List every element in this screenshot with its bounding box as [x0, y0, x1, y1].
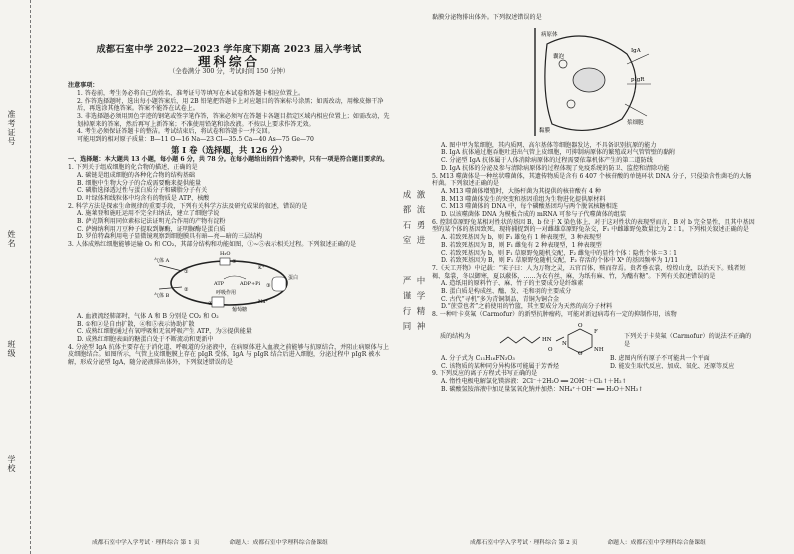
q4-option-c: C. 分泌型 IgA 抗体属于人体消除病原体的过程需要依靠机体产生的第二道防线 — [441, 157, 653, 165]
atom-o1: O — [548, 346, 553, 353]
q5-option-a: A. M13 噬菌体增殖时，大肠杆菌为其提供的核苷酸有 4 种 — [441, 187, 601, 195]
label-iga: IgA — [631, 47, 641, 54]
q7-option-a: A. 造纸用的原料竹子、麻、竹子的主要成分是纤维素 — [441, 280, 584, 288]
alkyl-chain — [500, 337, 540, 343]
q7-stem: 7.《天工开物》中记载：“宋子曰：人为万物之灵，五官百体，赅而存焉。贵者垂衣裳，煌煌山龙，以治天下。贱者短褐、枲裳，冬以御寒，夏以蔽体，……为衣有丝、麻，为纸有麻、竹，为醯有糖”。下列有关叙述错误的是 — [432, 264, 746, 280]
left-column — [68, 28, 390, 367]
q2-option-a: A. 施莱登和施旺运用不完全归纳法，建立了细胞学说 — [77, 210, 220, 218]
label-adp: ADP+Pi — [240, 280, 261, 287]
label-k: K⁺ — [258, 264, 265, 271]
q8-options-row-1 — [432, 355, 757, 363]
notes-heading: 注意事项： — [68, 82, 99, 90]
atom-n: N — [562, 340, 567, 347]
note-item: 2. 作答选择题时，选出每小题答案后，用 2B 铅笔把答题卡上对应题目的答案标号涂黑；如需改动，用橡皮擦干净后，再选涂其他答案。答案不能答在试卷上。 — [77, 97, 384, 113]
rbc-diagram-svg — [154, 249, 304, 313]
q6-option-c: C. 若致死基因为 b，则 F₁ 草原野兔随机交配，F₂ 雌兔中的显性个体∶隐性个体＝3∶1 — [441, 249, 678, 257]
q5-option-d: D. 以该噬菌体 DNA 为模板合成的 mRNA 可参与子代噬菌体的组装 — [441, 211, 627, 219]
note-item: 1. 答卷前，考生务必将自己的姓名、准考证号等填写在本试卷和答题卡相应位置上。 — [77, 89, 305, 97]
label-vesicle: 囊泡 — [553, 53, 565, 60]
q8-stem: 8. 一种叶卡莫氟（Carmofur）的新型抗肿瘤药，可能对新冠病毒有一定的抑制作用，该物 — [432, 311, 677, 319]
rbc-diagram — [154, 249, 304, 313]
q8-option-d: D. 能发生取代反应、加成、氧化、还原等反应 — [610, 362, 735, 370]
q7-option-c: C. 古代“寻机”多为青铜制品，青铜为铜合金 — [441, 295, 560, 303]
q7-option-d: D.“蔗壹也者”之前使用的竹篮，其主要成分为天然的高分子材料 — [441, 303, 613, 311]
arrow-gas-a — [159, 265, 182, 271]
q6-option-a: A. 若致死基因为 b，则 F₁ 雄兔有 1 种表现型，3 种表现型 — [441, 234, 602, 242]
note-item: 3. 非选择题必须用黑色字迹的钢笔或签字笔作答，答案必须写在答题卡各题目指定区域内相应位置上；如需改动，先划掉原来的答案，然后再写上新答案；不准使用铅笔和涂改液。不按以上要求作答无效。 — [77, 112, 390, 128]
q9-stem: 9. 下列反应的离子方程式书写正确的是 — [432, 370, 538, 378]
q4-option-d: D. IgA 抗体的分泌及参与清除病原体的过程体现了免疫系统的防卫、监控和清除功能 — [441, 164, 670, 172]
carmofur-structure — [498, 319, 618, 355]
binding-strip — [0, 0, 31, 554]
q3-option-c: C. 成熟红细胞通过有氧呼吸和无氧呼吸产生 ATP，为③提供能量 — [77, 328, 252, 336]
label-n1: ① — [184, 268, 189, 275]
label-gas-b: 气体 B — [154, 292, 170, 299]
label-n4: ④ — [208, 300, 213, 307]
label-n2: ② — [184, 286, 189, 293]
label-glucose: 葡萄糖 — [232, 306, 248, 313]
footer-right — [470, 537, 706, 546]
protein-shape — [272, 277, 286, 291]
q8-tail: 下列关于卡莫氟（Carmofur）的说法不正确的是 — [624, 332, 752, 348]
label-pigr: pIgR — [631, 76, 645, 83]
q1-option-b: B. 细胞中生物大分子的合成需要酶来提供能量 — [77, 179, 202, 187]
q2-option-c: C. 萨姆纳利用刀豆种子提取到脲酶，证明脲酶是蛋白质 — [77, 225, 226, 233]
q6-option-d: D. 若致死基因为 B，则 F₁ 草原野兔随机交配，F₂ 存活的个体中 Xᵇ 的基因频率为 1/11 — [441, 257, 679, 265]
q3-stem: 3. 人体成熟红细胞能够运输 O₂ 和 CO₂，其部分结构和功能如图，①~⑤表示相关过程。下列叙述正确的是 — [68, 241, 357, 249]
exam-subtitle: （全卷满分 300 分，考试时间 150 分钟） — [168, 68, 290, 76]
vesicle-shape-1 — [559, 60, 567, 68]
atomic-masses: 可能用到的相对原子质量：B—11 O—16 Na—23 Cl—35.5 Ca—40 As—75 Ge—70 — [77, 136, 314, 144]
q4-figure-space — [432, 22, 757, 142]
q8-option-b: B. 虑图内所有原子不可能共一个平面 — [610, 354, 710, 362]
water-channel-shape — [220, 258, 230, 265]
label-pathogen: 病原体 — [541, 31, 558, 38]
q6-stem: 6. 控制草原野兔某相对性状的基因 B、b 位于 X 染色体上，对于这对性状的表现型而言，B 对 b 完全显性，且其中基因型的某个体的基因致死。现将捕捉到的一对雌雄草原野兔杂交，F₁ 中雌雄野兔数量比为 2∶1。下列相关叙述正确的是 — [432, 218, 755, 234]
q4-option-a: A. 图中甲为浆细胞，其内质网、高尔基体等细胞器发达，不具备识别抗原的能力 — [441, 141, 657, 149]
strip-label-id: 准考证号 — [7, 110, 16, 146]
q2-option-b: B. 萨克斯利用同位素标记法证明光合作用的产物有淀粉 — [77, 218, 226, 226]
label-na: Na⁺ — [258, 298, 268, 305]
nucleus-shape — [573, 68, 605, 92]
label-h2o: H₂O — [220, 250, 231, 257]
atom-o2: O — [578, 322, 583, 329]
footer-right-page: 成都石室中学入学考试 · 理科综合 第 2 页 — [470, 540, 578, 546]
slogan-2: 激 流 勇 进 — [415, 190, 425, 247]
label-protein: 蛋白 — [288, 274, 299, 281]
slogan-3: 严 谨 行 同 — [401, 276, 411, 333]
label-atp: ATP — [214, 280, 225, 287]
q8-structure-row — [432, 319, 757, 355]
atom-f: F — [594, 328, 598, 335]
q1-option-a: A. 碳链是组成细胞的各种化合物的结构基础 — [77, 171, 195, 179]
footer-right-author: 命题人：成都石室中学理科综合备课组 — [607, 540, 706, 546]
label-gas-a: 气体 A — [154, 257, 170, 264]
section-title: 第 Ⅰ 卷（选择题，共 126 分） — [171, 144, 287, 155]
q9-option-b: B. 碳酸氢铵溶液中加足量氢氧化钠并加热：NH₄⁺＋OH⁻ ══ H₂O＋NH₃↑ — [441, 385, 644, 393]
atom-nh: NH — [594, 346, 604, 353]
center-slogans — [398, 190, 428, 360]
footer-left-page: 成都石室中学入学考试 · 理科综合 第 1 页 — [92, 540, 200, 546]
q5-option-b: B. M13 噬菌体发生的突变和基因重组为生物进化提供原材料 — [441, 195, 606, 203]
section-intro: 一、选择题：本大题共 13 小题，每小题 6 分，共 78 分。在每小题给出的四个选项中，只有一项是符合题目要求的。 — [68, 156, 389, 164]
atom-hn: HN — [542, 336, 552, 343]
label-breath: 呼吸作用 — [216, 289, 237, 296]
glucose-transporter-shape — [212, 297, 224, 307]
strip-label-class: 班级 — [7, 340, 16, 358]
q3-option-b: B. ①和②是自由扩散，④和⑤表示协助扩散 — [77, 320, 195, 328]
footer-left — [92, 537, 328, 546]
q1-option-c: C. 磷脂选择透过性与蛋白质分子和磷脂分子有关 — [77, 187, 208, 195]
q4-option-b: B. IgA 抗体通过胞吞胞吐进出气管上皮细胞，可抑制病原体的繁殖或对气管管壁的黏附 — [441, 149, 676, 157]
arrow-gas-b — [159, 287, 182, 289]
atom-o3: O — [578, 350, 583, 355]
atp-arrow — [224, 276, 246, 279]
q3-option-a: A. 血液流经肺部时，气体 A 和 B 分别是 CO₂ 和 O₂ — [77, 312, 219, 320]
q8-lead: 质的结构为 — [440, 332, 471, 340]
vesicle-shape-2 — [567, 100, 575, 108]
subject-title: 理科综合 — [197, 53, 260, 69]
q8-option-c: C. 该物质的某种同分异构体可能属于芳香烃 — [441, 362, 560, 370]
strip-label-name: 姓名 — [7, 230, 16, 248]
label-mucosa: 黏膜 — [539, 127, 551, 134]
strip-label-school: 学校 — [7, 455, 16, 473]
q1-option-d: D. 叶绿体和线粒体中均含有的物质是 ATP、核酸 — [77, 194, 210, 202]
q7-option-b: B. 蛋白质是构成丝、醯、发、毛和羽的主要成分 — [441, 288, 572, 296]
q5-stem: 5. M13 噬菌体是一种丝状噬菌体，其遗传物质是含有 6 407 个核苷酸的单链环状 DNA 分子，只侵染含性菌毛的大肠杆菌。下列叙述正确的是 — [432, 172, 752, 188]
footer-left-author: 命题人：成都石室中学理科综合备课组 — [229, 540, 328, 546]
carmofur-structure-svg — [498, 319, 618, 355]
right-column — [432, 14, 757, 393]
q8-option-a: A. 分子式为 C₁₁H₁₆FN₃O₃ — [441, 354, 515, 362]
q2-stem: 2. 科学方法是探索生命规律的重要手段，下列有关科学方法及研究成果的叙述，错误的是 — [68, 202, 308, 210]
label-n5: ⑤ — [232, 258, 237, 265]
q4-stem: 4. 分泌型 IgA 抗体主要存在于消化道、呼吸道的分泌液中，在病原体进入血液之前能够与抗原结合，并阻止病原体与上皮细胞结合。如图所示，气管上皮细胞膜上存在 pIgR 受体，IgA 与 pIgR 结合后进入细胞，分泌过程中 pIgR 被水解，形成分泌型 IgA，随分泌液排出体外，下列叙述错误的是 — [68, 343, 389, 367]
label-plasma-cell: 浆细胞 — [627, 119, 644, 126]
q4-stem-tail: 黏膜分泌物排出体外。下列叙述错误的是 — [432, 14, 542, 21]
exam-title: 成都石室中学 2022—2023 学年度下期高 2023 届入学考试 — [96, 44, 362, 55]
note-item: 4. 考生必须保证答题卡的整洁。考试结束后，将试卷和答题卡一并交回。 — [77, 128, 274, 136]
q1-stem: 1. 下列关于组成细胞的化合物的描述，正确的是 — [68, 164, 198, 172]
iga-diagram — [527, 24, 657, 140]
label-n3: ③ — [266, 282, 271, 289]
slogan-1: 成 都 石 室 — [401, 190, 411, 247]
iga-diagram-svg — [527, 24, 657, 140]
q6-option-b: B. 若致死基因为 B，则 F₁ 雌兔有 2 种表现型，1 种表现型 — [441, 241, 602, 249]
q3-figure-space — [68, 249, 390, 313]
q9-option-a: A. 惰性电极电解氯化镁溶液：2Cl⁻＋2H₂O ══ 2OH⁻＋Cl₂↑＋H₂↑ — [441, 377, 627, 385]
q3-option-d: D. 成熟红细胞表面的糖蛋白处于不断流动和更新中 — [77, 335, 214, 343]
slogan-4: 中 学 精 神 — [415, 276, 425, 333]
q5-option-c: C. M13 噬菌体的 DNA 中，每个磷酸基团均与两个脱氧核糖相连 — [441, 203, 618, 211]
q2-option-d: D. 罗伯特森利用电子显微镜观察到细胞膜具有暗—亮—暗的三层结构 — [77, 233, 263, 241]
